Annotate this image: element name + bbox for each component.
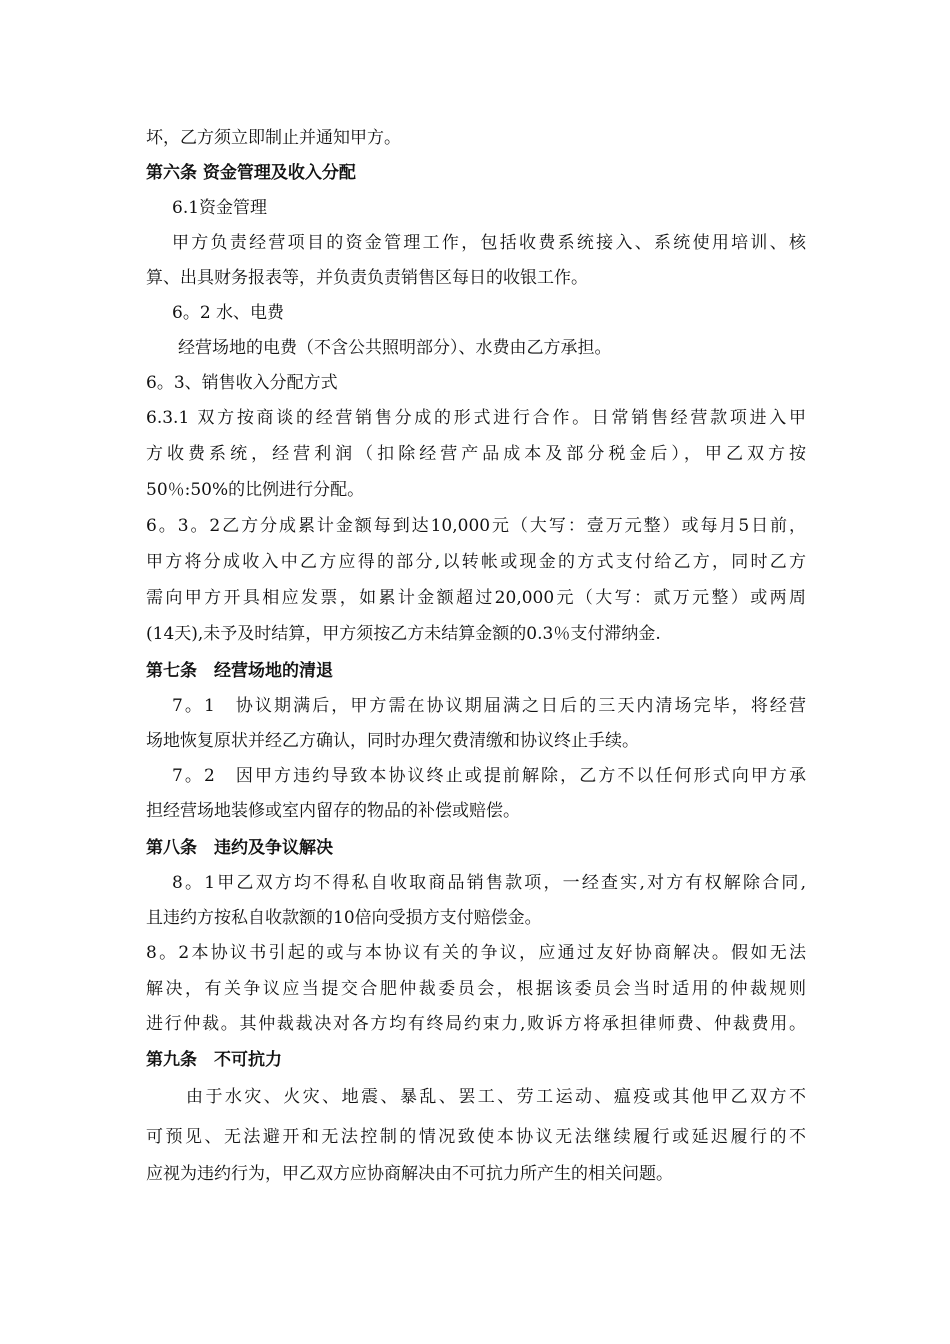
subsection-heading: 6.1资金管理	[172, 198, 268, 218]
paragraph-line: 甲方负责经营项目的资金管理工作，包括收费系统接入、系统使用培训、核	[172, 233, 806, 253]
paragraph-line: 方收费系统，经营利润（扣除经营产品成本及部分税金后），甲乙双方按	[146, 444, 806, 464]
paragraph-line: 7。2 因甲方违约导致本协议终止或提前解除，乙方不以任何形式向甲方承	[172, 766, 806, 786]
paragraph-line: 50％:50%的比例进行分配。	[146, 480, 365, 500]
subsection-heading: 6。3、销售收入分配方式	[146, 373, 338, 393]
paragraph-line: 解决，有关争议应当提交合肥仲裁委员会，根据该委员会当时适用的仲裁规则	[146, 979, 806, 999]
paragraph-line: 7。1 协议期满后，甲方需在协议期届满之日后的三天内清场完毕，将经营	[172, 696, 806, 716]
paragraph-line: (14天),未予及时结算，甲方须按乙方未结算金额的0.3％支付滞纳金.	[146, 624, 661, 644]
paragraph-line: 6.3.1 双方按商谈的经营销售分成的形式进行合作。日常销售经营款项进入甲	[146, 408, 806, 428]
paragraph-line: 6。3。2乙方分成累计金额每到达10,000元（大写：壹万元整）或每月5日前，	[146, 516, 806, 536]
paragraph-line: 场地恢复原状并经乙方确认，同时办理欠费清缴和协议终止手续。	[146, 731, 639, 751]
section-heading-8: 第八条 违约及争议解决	[146, 838, 333, 858]
paragraph-line: 8。2本协议书引起的或与本协议有关的争议，应通过友好协商解决。假如无法	[146, 943, 806, 963]
paragraph-line: 坏，乙方须立即制止并通知甲方。	[146, 128, 401, 148]
paragraph-line: 担经营场地装修或室内留存的物品的补偿或赔偿。	[146, 801, 520, 821]
paragraph-line: 经营场地的电费（不含公共照明部分）、水费由乙方承担。	[178, 338, 612, 358]
section-heading-6: 第六条 资金管理及收入分配	[146, 163, 356, 183]
section-heading-7: 第七条 经营场地的清退	[146, 661, 333, 681]
paragraph-line: 甲方将分成收入中乙方应得的部分,以转帐或现金的方式支付给乙方，同时乙方	[146, 552, 806, 572]
subsection-heading: 6。2 水、电费	[172, 303, 285, 323]
paragraph-line: 且违约方按私自收款额的10倍向受损方支付赔偿金。	[146, 908, 542, 928]
paragraph-line: 8。1甲乙双方均不得私自收取商品销售款项，一经查实,对方有权解除合同,	[172, 873, 806, 893]
paragraph-line: 可预见、无法避开和无法控制的情况致使本协议无法继续履行或延迟履行的不	[146, 1127, 806, 1147]
paragraph-line: 由于水灾、火灾、地震、暴乱、罢工、劳工运动、瘟疫或其他甲乙双方不	[186, 1087, 806, 1107]
paragraph-line: 进行仲裁。其仲裁裁决对各方均有终局约束力,败诉方将承担律师费、仲裁费用。	[146, 1014, 806, 1034]
paragraph-line: 需向甲方开具相应发票，如累计金额超过20,000元（大写：贰万元整）或两周	[146, 588, 806, 608]
paragraph-line: 算、出具财务报表等，并负责负责销售区每日的收银工作。	[146, 268, 588, 288]
paragraph-line: 应视为违约行为，甲乙双方应协商解决由不可抗力所产生的相关问题。	[146, 1164, 673, 1184]
section-heading-9: 第九条 不可抗力	[146, 1050, 282, 1070]
